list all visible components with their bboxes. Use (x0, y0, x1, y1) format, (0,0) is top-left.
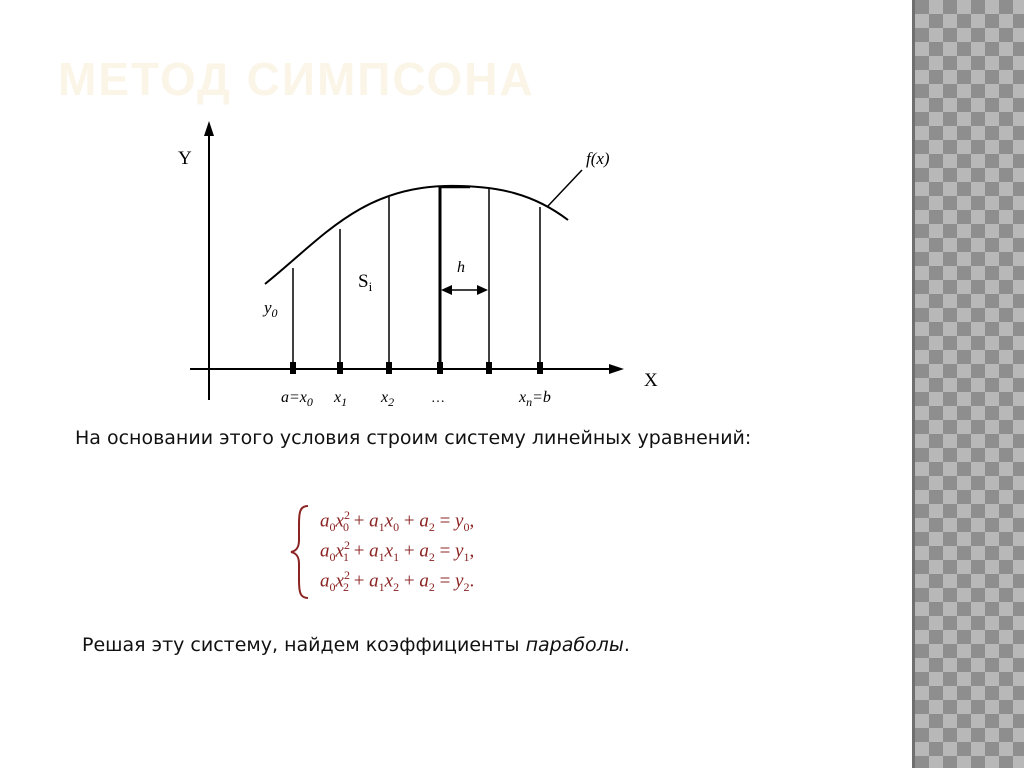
equation-system (288, 502, 588, 602)
simpson-diagram (0, 0, 912, 420)
tick-label-x1: $x_1$ (334, 389, 348, 409)
tick-label-a: $a=x_0$ (281, 389, 313, 409)
y-axis-arrow (204, 121, 214, 136)
curve-label: f(x) (586, 149, 610, 168)
y0-label: $y_0$ (264, 298, 278, 320)
tick-label-x2: $x_2$ (381, 389, 395, 409)
conclusion-text: Решая эту систему, найдем коэффициенты параболы. (82, 634, 630, 656)
slide-title: МЕТОД СИМПСОНА (58, 53, 535, 105)
step-arrow-right (477, 285, 488, 295)
tick-x2 (386, 362, 392, 374)
tick-label-dots: … (431, 391, 445, 406)
tick-x0 (290, 362, 296, 374)
decorative-side-strip (912, 0, 1024, 768)
y-axis-label: Y (178, 148, 192, 169)
equation-row: $a_0x^2_2 + a_1x_2 + a_2 = y_2$. (320, 568, 475, 595)
tick-label-xn: $x_n=b$ (519, 389, 551, 409)
curve-label-leader (548, 170, 582, 206)
parabola-emphasis: параболы (525, 634, 624, 656)
x-axis-label: X (644, 370, 658, 391)
equation-row: $a_0x^2_1 + a_1x_1 + a_2 = y_1$, (320, 538, 475, 565)
function-curve (265, 186, 568, 284)
left-brace (288, 502, 312, 602)
tick-mid2 (486, 362, 492, 374)
tick-xn (537, 362, 543, 374)
equation-row: $a_0x^2_0 + a_1x_0 + a_2 = y_0$, (320, 508, 475, 535)
x-axis-arrow (609, 364, 624, 374)
tick-x1 (337, 362, 343, 374)
body-text: На основании этого условия строим систему линейных уравнений: (75, 427, 752, 449)
step-label: h (457, 259, 465, 276)
step-arrow-left (441, 285, 452, 295)
area-label: $S_i$ (358, 271, 373, 294)
tick-mid (437, 362, 443, 374)
